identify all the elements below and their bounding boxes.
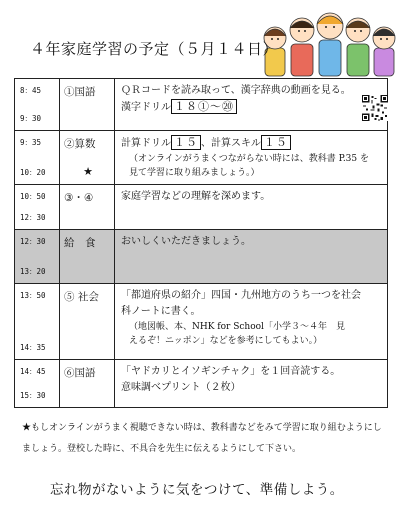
content-cell (115, 79, 388, 131)
page-title: ４年家庭学習の予定（５月１４日） (30, 40, 279, 58)
end-time: 10：20 (20, 168, 46, 177)
time-cell (15, 185, 60, 230)
content-line: 意味調べプリント（２枚） (121, 382, 241, 393)
subject-label: ②算数 (64, 138, 96, 150)
skill-boxed-value: １５ (261, 135, 291, 150)
star-mark: ★ (83, 165, 93, 178)
table-row (15, 185, 388, 230)
calc-label: 計算ドリル (121, 138, 171, 149)
closing-message: 忘れ物がないように気をつけて、準備しよう。 (50, 482, 344, 498)
table-row (15, 131, 388, 185)
table-row (15, 79, 388, 131)
subject-cell: 給 食 (60, 230, 115, 284)
time-cell (15, 230, 60, 284)
content-cell (115, 131, 388, 185)
start-time: 10：50 (20, 192, 46, 201)
content-line: 家庭学習などの理解を深めます。 (121, 191, 271, 202)
skill-label: 、計算スキル (201, 138, 261, 149)
children-illustration (257, 0, 402, 80)
online-note: ★もしオンラインがうまく視聴できない時は、教科書などをみて学習に取り組むようにしましょう。登校した時に、不具合を先生に伝えるようにして下さい。 (22, 423, 382, 454)
start-time: 14：45 (20, 367, 46, 376)
content-cell (115, 284, 388, 360)
time-cell (15, 360, 60, 408)
subject-cell: ③・④ (60, 185, 115, 230)
table-row-lunch (15, 230, 388, 284)
drill-boxed-value: １８①～⑳ (171, 99, 237, 114)
start-time: 13：50 (20, 291, 46, 300)
start-time: 9：35 (20, 138, 42, 147)
subject-cell: ⑤ 社会 (60, 284, 115, 360)
end-time: 9：30 (20, 114, 42, 123)
time-cell (15, 131, 60, 185)
table-row (15, 360, 388, 408)
content-line: ＱＲコードを読み取って、漢字辞典の動画を見る。 (121, 85, 351, 96)
content-line: 「ヤドカリとイソギンチャク」を１回音読する。 (121, 366, 341, 377)
content-line: 科ノートに書く。 (121, 306, 201, 317)
content-note-line: 見て学習に取り組みましょう。） (129, 168, 260, 178)
drill-line (121, 99, 381, 116)
drill-label: 漢字ドリル (121, 102, 171, 113)
content-line: おいしくいただきましょう。 (121, 236, 251, 247)
content-cell (115, 230, 388, 284)
time-cell (15, 284, 60, 360)
content-note-line: （地図帳、本、NHK for School「小学３～４年 見 (129, 322, 345, 332)
content-line: 「都道府県の紹介」四国・九州地方のうち一つを社会 (121, 290, 361, 301)
end-time: 15：30 (20, 391, 46, 400)
schedule-table (14, 78, 388, 408)
subject-cell: ①国語 (60, 79, 115, 131)
end-time: 14：35 (20, 343, 46, 352)
table-row (15, 284, 388, 360)
time-cell (15, 79, 60, 131)
content-cell (115, 185, 388, 230)
calc-boxed-value: １５ (171, 135, 201, 150)
start-time: 8：45 (20, 86, 42, 95)
subject-cell (60, 131, 115, 185)
calc-line (121, 135, 381, 152)
end-time: 13：20 (20, 267, 46, 276)
content-note-line: （オンラインがうまくつながらない時には、教科書 P.35 を (129, 154, 369, 164)
start-time: 12：30 (20, 237, 46, 246)
content-note-line: えるぞ！ニッポン」などを参考にしてもよい。） (129, 336, 323, 346)
content-cell (115, 360, 388, 408)
end-time: 12：30 (20, 213, 46, 222)
subject-cell: ⑥国語 (60, 360, 115, 408)
qr-code-icon (362, 95, 388, 121)
